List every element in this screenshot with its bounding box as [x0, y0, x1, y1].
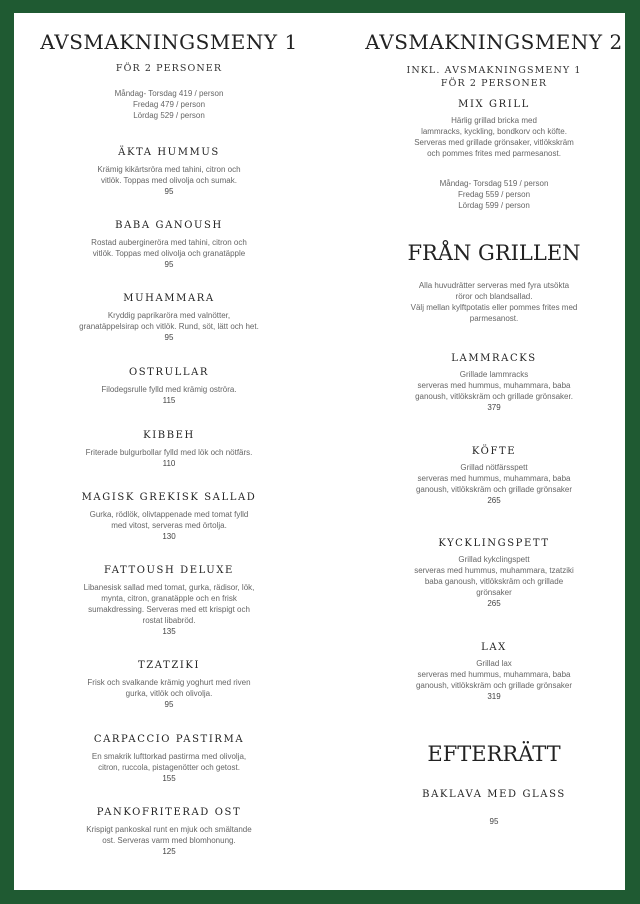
item-price: 115	[162, 396, 176, 405]
menu-1-subtitle: FÖR 2 PERSONER	[115, 63, 223, 74]
item-name: TZATZIKI	[137, 660, 201, 671]
menu-1-title: AVSMAKNINGSMENY 1	[40, 30, 298, 54]
item-desc: vitlök. Toppas med olivolja och granatäpple	[92, 249, 246, 258]
item-desc: Gurka, rödlök, olivtappenade med tomat fylld	[89, 510, 249, 519]
item-desc: gurka, vitlök och olivolja.	[125, 689, 213, 698]
item-price: 319	[487, 692, 501, 701]
item-desc: ganoush, vitlökskräm och grillade grönsaker.	[415, 392, 573, 401]
subtitle-line: INKL. AVSMAKNINGSMENY 1	[406, 65, 582, 76]
menu-item-baba-ganoush	[14, 219, 324, 270]
menu-2-prices	[344, 178, 625, 211]
menu-item-pankofriterad-ost	[14, 806, 324, 857]
menu-page	[14, 13, 625, 890]
intro-line: Välj mellan kylftpotatis eller pommes frites med	[410, 303, 578, 312]
grill-item-lammracks	[344, 352, 625, 413]
menu-item-hummus	[14, 146, 324, 197]
grill-intro	[344, 280, 625, 324]
menu-1-prices	[14, 88, 324, 121]
item-name: KIBBEH	[143, 430, 195, 441]
item-desc: Frisk och svalkande krämig yoghurt med riven	[87, 678, 251, 687]
menu-item-fattoush	[14, 564, 324, 637]
menu-item-muhammara	[14, 292, 324, 343]
price-line: Lördag 529 / person	[133, 111, 205, 120]
subtitle-line: FÖR 2 PERSONER	[440, 78, 548, 89]
item-desc: med vitost, serveras med örtolja.	[111, 521, 227, 530]
item-desc: Rostad aubergineröra med tahini, citron och	[91, 238, 247, 247]
item-price: 95	[164, 187, 174, 196]
item-desc: vitlök. Toppas med olivolja och sumak.	[101, 176, 237, 185]
item-price: 379	[487, 403, 501, 412]
item-desc: Kryddig paprikaröra med valnötter,	[107, 311, 231, 320]
menu-item-kibbeh	[14, 429, 324, 469]
intro-line: röror och blandsallad.	[455, 292, 533, 301]
item-desc: serveras med hummus, muhammara, baba	[417, 474, 571, 483]
item-desc: ganoush, vitlökskräm och grillade grönsaker	[415, 485, 573, 494]
item-desc: Libanesisk sallad med tomat, gurka, rädisor, lök,	[83, 583, 255, 592]
item-name: PANKOFRITERAD OST	[96, 807, 242, 818]
item-desc: ganoush, vitlökskräm och grillade grönsaker	[415, 681, 573, 690]
menu-item-carpaccio	[14, 733, 324, 784]
item-desc: serveras med hummus, muhammara, baba	[417, 381, 571, 390]
item-price: 130	[162, 532, 176, 541]
menu-item-grekisk-sallad	[14, 491, 324, 542]
item-price: 95	[164, 333, 174, 342]
item-desc: serveras med hummus, muhammara, tzatziki	[414, 566, 574, 575]
item-price: 155	[162, 774, 176, 783]
item-name: KYCKLINGSPETT	[438, 538, 550, 549]
grill-item-kycklingspett	[344, 537, 625, 609]
item-desc: Friterade bulgurbollar fylld med lök och nötfärs.	[85, 448, 253, 457]
price-line: Lördag 599 / person	[458, 201, 530, 210]
item-desc: grönsaker	[476, 588, 512, 597]
mix-grill	[344, 98, 625, 159]
item-desc: sumakdressing. Serveras med ett krispigt och	[88, 605, 250, 614]
item-price: 95	[164, 260, 174, 269]
item-price: 265	[487, 599, 501, 608]
item-desc: Grillad nötfärsspett	[460, 463, 528, 472]
menu-2-subtitle	[344, 64, 625, 90]
item-desc: granatäppelsirap och vitlök. Rund, söt, lätt och het.	[79, 322, 259, 331]
item-name: LAMMRACKS	[451, 353, 537, 364]
item-desc: Krispigt pankoskal runt en mjuk och smältande	[86, 825, 252, 834]
item-desc: En smakrik lufttorkad pastirma med olivolja,	[91, 752, 247, 761]
item-name: BAKLAVA MED GLASS	[422, 789, 566, 800]
item-desc: Serveras med grillade grönsaker, vitlökskräm	[414, 138, 574, 147]
price-line: Måndag- Torsdag 519 / person	[439, 179, 549, 188]
item-price: 95	[489, 817, 499, 826]
price-line: Fredag 559 / person	[457, 190, 531, 199]
price-line: Fredag 479 / person	[132, 100, 206, 109]
item-desc: lammracks, kyckling, bondkorv och köfte.	[421, 127, 567, 136]
item-name: ÄKTA HUMMUS	[118, 147, 220, 158]
item-desc: mynta, citron, granatäpple och en frisk	[101, 594, 237, 603]
item-desc: Grillade lammracks	[459, 370, 529, 379]
price-line: Måndag- Torsdag 419 / person	[114, 89, 224, 98]
item-name: LAX	[481, 642, 507, 653]
item-name: MAGISK GREKISK SALLAD	[81, 492, 257, 503]
item-name: MUHAMMARA	[123, 293, 215, 304]
item-name: MIX GRILL	[458, 99, 530, 110]
item-desc: Härlig grillad bricka med	[451, 116, 537, 125]
item-price: 135	[162, 627, 176, 636]
item-name: CARPACCIO PASTIRMA	[93, 734, 245, 745]
item-desc: Grillad lax	[476, 659, 512, 668]
item-desc: Grillad kykclingspett	[458, 555, 530, 564]
menu-item-tzatziki	[14, 659, 324, 710]
item-desc: citron, ruccola, pistagenötter och getost.	[98, 763, 240, 772]
grill-section-title: FRÅN GRILLEN	[407, 241, 581, 265]
item-price: 265	[487, 496, 501, 505]
item-desc: Filodegsrulle fylld med krämig oströra.	[101, 385, 237, 394]
item-desc: serveras med hummus, muhammara, baba	[417, 670, 571, 679]
intro-line: parmesanost.	[469, 314, 519, 323]
grill-item-lax	[344, 641, 625, 702]
item-name: KÖFTE	[471, 446, 517, 457]
item-desc: rostat libabröd.	[142, 616, 196, 625]
item-price: 125	[162, 847, 176, 856]
item-name: FATTOUSH DELUXE	[104, 565, 234, 576]
intro-line: Alla huvudrätter serveras med fyra utsökta	[418, 281, 570, 290]
dessert-item-baklava	[344, 788, 625, 827]
item-desc: och pommes frites med parmesanost.	[427, 149, 561, 158]
dessert-section-title: EFTERRÄTT	[427, 742, 561, 766]
item-desc: ost. Serveras varm med blomhonung.	[102, 836, 236, 845]
menu-2-title: AVSMAKNINGSMENY 2	[365, 30, 623, 54]
item-desc: baba ganoush, vitlökskräm och grillade	[424, 577, 564, 586]
item-name: OSTRULLAR	[128, 367, 210, 378]
item-price: 110	[162, 459, 176, 468]
item-name: BABA GANOUSH	[115, 220, 223, 231]
item-desc: Krämig kikärtsröra med tahini, citron och	[97, 165, 241, 174]
item-price: 95	[164, 700, 174, 709]
menu-item-ostrullar	[14, 366, 324, 406]
grill-item-kofte	[344, 445, 625, 506]
